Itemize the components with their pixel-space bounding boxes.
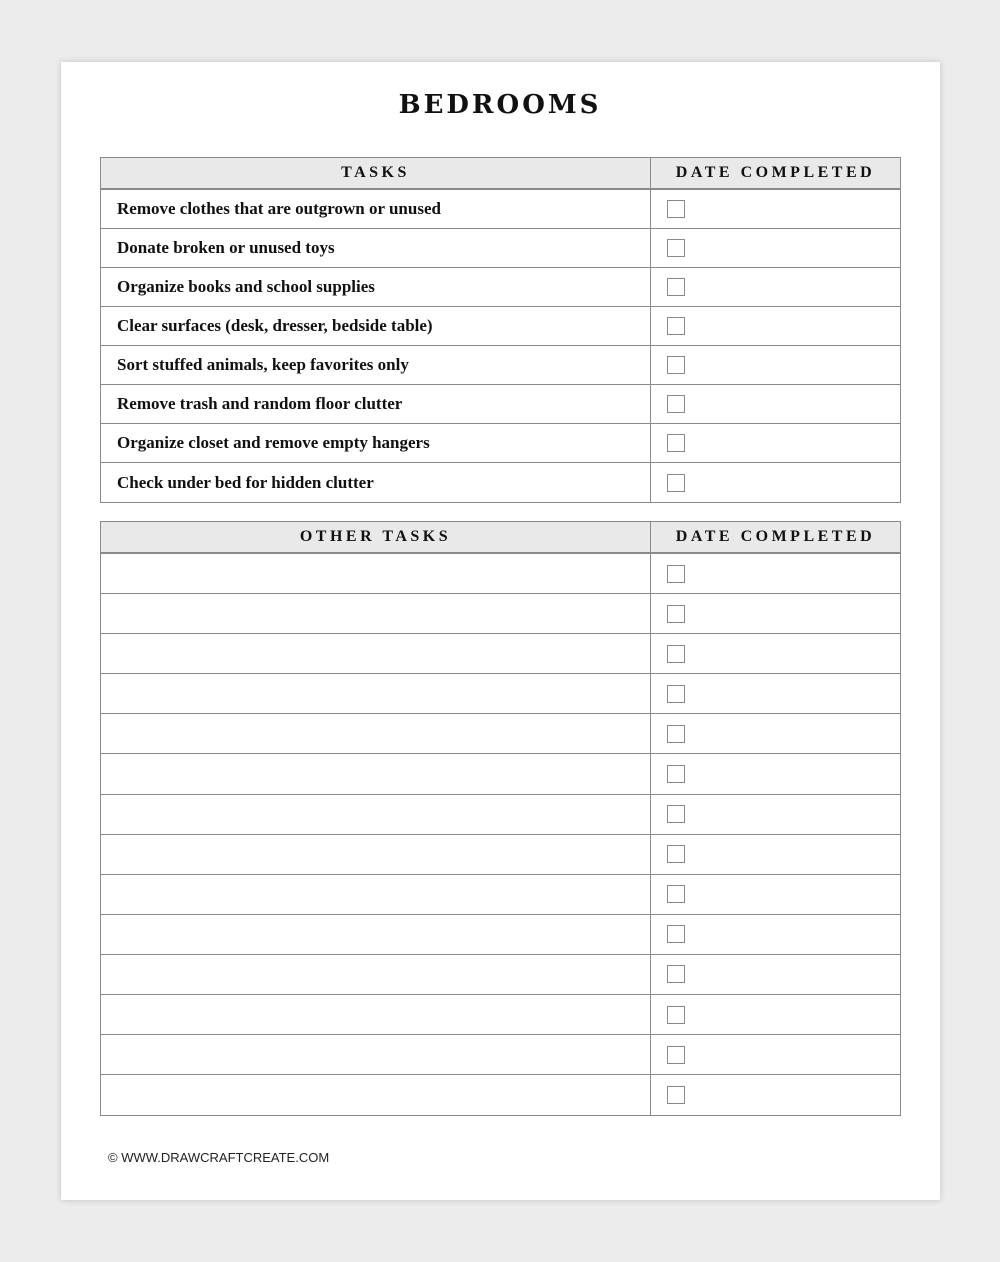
other-task-row: [101, 754, 900, 794]
other-tasks-column-header: OTHER TASKS: [101, 522, 651, 552]
other-task-row: [101, 835, 900, 875]
completed-checkbox[interactable]: [667, 565, 685, 583]
copyright-footer: © WWW.DRAWCRAFTCREATE.COM: [108, 1150, 330, 1165]
other-task-row: [101, 955, 900, 995]
other-task-blank-field[interactable]: [101, 795, 651, 834]
other-task-blank-field[interactable]: [101, 714, 651, 753]
other-task-blank-field[interactable]: [101, 594, 651, 633]
other-tasks-table: [100, 521, 901, 1116]
date-completed-cell: [651, 674, 900, 713]
completed-checkbox[interactable]: [667, 845, 685, 863]
date-completed-cell: [651, 554, 900, 593]
completed-checkbox[interactable]: [667, 805, 685, 823]
date-completed-cell: [651, 307, 900, 345]
other-task-row: [101, 1075, 900, 1115]
date-completed-cell: [651, 875, 900, 914]
completed-checkbox[interactable]: [667, 239, 685, 257]
completed-checkbox[interactable]: [667, 474, 685, 492]
date-completed-cell: [651, 915, 900, 954]
completed-checkbox[interactable]: [667, 965, 685, 983]
other-task-row: [101, 714, 900, 754]
completed-checkbox[interactable]: [667, 356, 685, 374]
date-completed-cell: [651, 424, 900, 462]
task-label: Organize closet and remove empty hangers: [101, 424, 651, 462]
task-label: Check under bed for hidden clutter: [101, 463, 651, 502]
completed-checkbox[interactable]: [667, 685, 685, 703]
task-row: [101, 346, 900, 385]
completed-checkbox[interactable]: [667, 434, 685, 452]
other-task-row: [101, 674, 900, 714]
date-completed-cell: [651, 190, 900, 228]
completed-checkbox[interactable]: [667, 925, 685, 943]
task-label: Remove clothes that are outgrown or unused: [101, 190, 651, 228]
tasks-table-header: [101, 158, 900, 190]
date-completed-cell: [651, 1035, 900, 1074]
other-task-row: [101, 875, 900, 915]
date-completed-cell: [651, 634, 900, 673]
completed-checkbox[interactable]: [667, 278, 685, 296]
date-completed-cell: [651, 955, 900, 994]
other-task-blank-field[interactable]: [101, 875, 651, 914]
completed-checkbox[interactable]: [667, 725, 685, 743]
date-completed-column-header: DATE COMPLETED: [675, 164, 876, 181]
task-row: [101, 268, 900, 307]
date-completed-cell: [651, 995, 900, 1034]
completed-checkbox[interactable]: [667, 395, 685, 413]
completed-checkbox[interactable]: [667, 1006, 685, 1024]
task-row: [101, 307, 900, 346]
other-tasks-table-header: [101, 522, 900, 554]
task-label: Organize books and school supplies: [101, 268, 651, 306]
other-task-row: [101, 554, 900, 594]
task-label: Sort stuffed animals, keep favorites only: [101, 346, 651, 384]
completed-checkbox[interactable]: [667, 645, 685, 663]
other-task-row: [101, 915, 900, 955]
task-row: [101, 385, 900, 424]
date-completed-cell: [651, 754, 900, 793]
other-task-blank-field[interactable]: [101, 1075, 651, 1115]
other-task-blank-field[interactable]: [101, 955, 651, 994]
task-row: [101, 190, 900, 229]
other-task-blank-field[interactable]: [101, 754, 651, 793]
completed-checkbox[interactable]: [667, 1046, 685, 1064]
completed-checkbox[interactable]: [667, 765, 685, 783]
task-label: Remove trash and random floor clutter: [101, 385, 651, 423]
date-completed-cell: [651, 463, 900, 502]
other-task-row: [101, 1035, 900, 1075]
completed-checkbox[interactable]: [667, 200, 685, 218]
completed-checkbox[interactable]: [667, 605, 685, 623]
tasks-table: [100, 157, 901, 503]
date-completed-cell: [651, 835, 900, 874]
date-completed-cell: [651, 268, 900, 306]
other-task-blank-field[interactable]: [101, 674, 651, 713]
page-title: BEDROOMS: [398, 90, 602, 120]
other-task-blank-field[interactable]: [101, 995, 651, 1034]
date-completed-cell: [651, 229, 900, 267]
completed-checkbox[interactable]: [667, 885, 685, 903]
date-completed-cell: [651, 346, 900, 384]
other-task-row: [101, 795, 900, 835]
task-row: [101, 229, 900, 268]
other-task-blank-field[interactable]: [101, 835, 651, 874]
completed-checkbox[interactable]: [667, 317, 685, 335]
date-completed-cell: [651, 385, 900, 423]
date-completed-cell: [651, 594, 900, 633]
date-completed-cell: [651, 795, 900, 834]
tasks-column-header: TASKS: [101, 158, 651, 188]
task-row: [101, 463, 900, 502]
date-completed-cell: [651, 1075, 900, 1115]
other-task-row: [101, 634, 900, 674]
date-completed-column-header: DATE COMPLETED: [675, 528, 876, 545]
other-task-blank-field[interactable]: [101, 634, 651, 673]
task-label: Clear surfaces (desk, dresser, bedside table): [101, 307, 651, 345]
completed-checkbox[interactable]: [667, 1086, 685, 1104]
task-label: Donate broken or unused toys: [101, 229, 651, 267]
other-task-row: [101, 594, 900, 634]
other-task-row: [101, 995, 900, 1035]
date-completed-cell: [651, 714, 900, 753]
other-task-blank-field[interactable]: [101, 554, 651, 593]
other-task-blank-field[interactable]: [101, 915, 651, 954]
task-row: [101, 424, 900, 463]
other-task-blank-field[interactable]: [101, 1035, 651, 1074]
